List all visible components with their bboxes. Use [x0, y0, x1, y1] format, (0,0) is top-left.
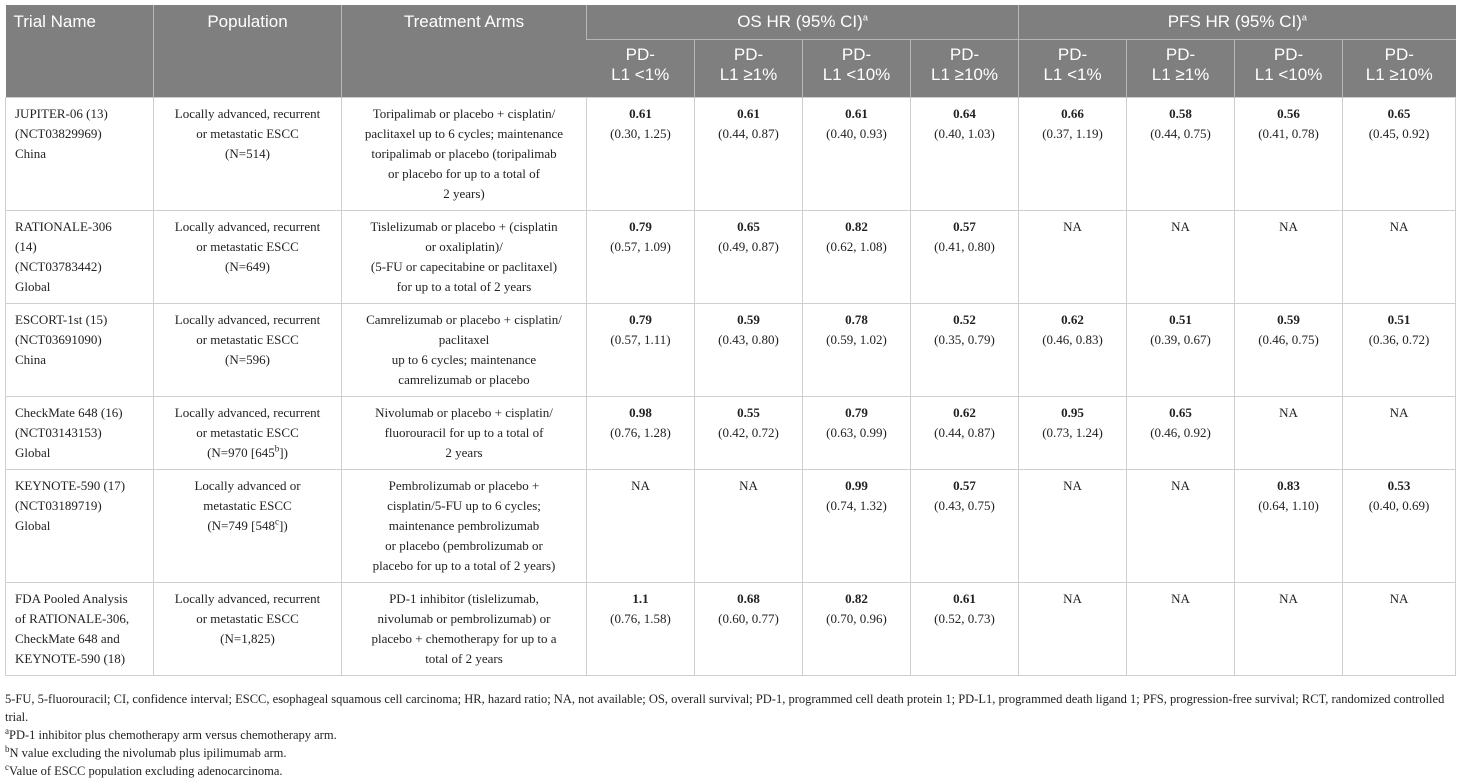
treatment-arms-cell: Camrelizumab or placebo + cisplatin/ paclitaxel up to 6 cycles; maintenance camrelizumab or placebo — [342, 303, 587, 396]
header-pfs-group: PFS HR (95% CI)$^a$ — [1019, 5, 1456, 39]
table-row — [6, 97, 1456, 210]
os-hr-cell: 0.79 (0.57, 1.09) — [587, 210, 695, 303]
os-hr-cell: 1.1 (0.76, 1.58) — [587, 582, 695, 675]
population-cell: Locally advanced, recurrent or metastatic ESCC (N=970 [645$^b$]) — [154, 396, 342, 469]
os-hr-cell: 0.99 (0.74, 1.32) — [803, 469, 911, 582]
header-os-group: OS HR (95% CI)$^a$ — [587, 5, 1019, 39]
pfs-hr-cell: 0.66 (0.37, 1.19) — [1019, 97, 1127, 210]
header-subgroup: PD- L1 ≥10% — [1343, 39, 1456, 97]
table-row — [6, 303, 1456, 396]
os-hr-cell: 0.79 (0.63, 0.99) — [803, 396, 911, 469]
population-cell: Locally advanced, recurrent or metastatic ESCC (N=596) — [154, 303, 342, 396]
pfs-hr-cell: 0.58 (0.44, 0.75) — [1127, 97, 1235, 210]
footnotes — [5, 690, 1455, 780]
header-treatment-arms: Treatment Arms — [342, 5, 587, 97]
trial-name-cell: RATIONALE-306 (14) (NCT03783442) Global — [6, 210, 154, 303]
pfs-hr-cell: 0.65 (0.45, 0.92) — [1343, 97, 1456, 210]
pfs-hr-cell: 0.51 (0.39, 0.67) — [1127, 303, 1235, 396]
pfs-hr-cell: NA — [1127, 210, 1235, 303]
pfs-hr-cell: NA — [1019, 469, 1127, 582]
pfs-hr-cell: NA — [1343, 396, 1456, 469]
footnote-a: $^a$PD-1 inhibitor plus chemotherapy arm versus chemotherapy arm. — [5, 725, 337, 742]
population-cell: Locally advanced or metastatic ESCC (N=749 [548$^c$]) — [154, 469, 342, 582]
trial-name-cell: JUPITER-06 (13) (NCT03829969) China — [6, 97, 154, 210]
header-subgroup: PD- L1 ≥1% — [695, 39, 803, 97]
header-subgroup: PD- L1 ≥1% — [1127, 39, 1235, 97]
table-row — [6, 469, 1456, 582]
population-cell: Locally advanced, recurrent or metastatic ESCC (N=1,825) — [154, 582, 342, 675]
header-population: Population — [154, 5, 342, 97]
trial-name-cell: CheckMate 648 (16) (NCT03143153) Global — [6, 396, 154, 469]
header-trial-name: Trial Name — [6, 5, 154, 97]
population-cell: Locally advanced, recurrent or metastatic ESCC (N=649) — [154, 210, 342, 303]
os-hr-cell: 0.62 (0.44, 0.87) — [911, 396, 1019, 469]
os-hr-cell: 0.82 (0.62, 1.08) — [803, 210, 911, 303]
table-row — [6, 396, 1456, 469]
treatment-arms-cell: Toripalimab or placebo + cisplatin/ paclitaxel up to 6 cycles; maintenance toripalimab or placebo (toripalimab or placebo for up to a total of 2 years) — [342, 97, 587, 210]
pfs-hr-cell: 0.53 (0.40, 0.69) — [1343, 469, 1456, 582]
header-subgroup: PD- L1 <10% — [1235, 39, 1343, 97]
header-subgroup: PD- L1 ≥10% — [911, 39, 1019, 97]
header-subgroup: PD- L1 <1% — [1019, 39, 1127, 97]
population-cell: Locally advanced, recurrent or metastatic ESCC (N=514) — [154, 97, 342, 210]
trial-name-cell: FDA Pooled Analysis of RATIONALE-306, CheckMate 648 and KEYNOTE-590 (18) — [6, 582, 154, 675]
pfs-hr-cell: 0.62 (0.46, 0.83) — [1019, 303, 1127, 396]
os-hr-cell: 0.57 (0.41, 0.80) — [911, 210, 1019, 303]
pfs-hr-cell: NA — [1019, 582, 1127, 675]
pfs-hr-cell: 0.51 (0.36, 0.72) — [1343, 303, 1456, 396]
os-hr-cell: NA — [695, 469, 803, 582]
os-hr-cell: 0.64 (0.40, 1.03) — [911, 97, 1019, 210]
os-hr-cell: 0.52 (0.35, 0.79) — [911, 303, 1019, 396]
os-hr-cell: 0.55 (0.42, 0.72) — [695, 396, 803, 469]
os-hr-cell: 0.65 (0.49, 0.87) — [695, 210, 803, 303]
pfs-hr-cell: NA — [1343, 582, 1456, 675]
pfs-hr-cell: NA — [1235, 210, 1343, 303]
header-subgroup: PD- L1 <10% — [803, 39, 911, 97]
trial-name-cell: KEYNOTE-590 (17) (NCT03189719) Global — [6, 469, 154, 582]
os-hr-cell: 0.61 (0.52, 0.73) — [911, 582, 1019, 675]
trial-name-cell: ESCORT-1st (15) (NCT03691090) China — [6, 303, 154, 396]
pfs-hr-cell: 0.83 (0.64, 1.10) — [1235, 469, 1343, 582]
treatment-arms-cell: Nivolumab or placebo + cisplatin/ fluorouracil for up to a total of 2 years — [342, 396, 587, 469]
os-hr-cell: 0.98 (0.76, 1.28) — [587, 396, 695, 469]
os-hr-cell: 0.79 (0.57, 1.11) — [587, 303, 695, 396]
table-row — [6, 582, 1456, 675]
pfs-hr-cell: NA — [1019, 210, 1127, 303]
trials-table — [5, 5, 1456, 676]
os-hr-cell: 0.78 (0.59, 1.02) — [803, 303, 911, 396]
os-hr-cell: 0.61 (0.44, 0.87) — [695, 97, 803, 210]
pfs-hr-cell: NA — [1343, 210, 1456, 303]
pfs-hr-cell: NA — [1127, 469, 1235, 582]
treatment-arms-cell: Pembrolizumab or placebo + cisplatin/5-FU up to 6 cycles; maintenance pembrolizumab or placebo (pembrolizumab or placebo for up to a total of 2 years) — [342, 469, 587, 582]
os-hr-cell: 0.57 (0.43, 0.75) — [911, 469, 1019, 582]
treatment-arms-cell: Tislelizumab or placebo + (cisplatin or oxaliplatin)/ (5-FU or capecitabine or paclitaxel) for up to a total of 2 years — [342, 210, 587, 303]
os-hr-cell: 0.61 (0.40, 0.93) — [803, 97, 911, 210]
os-hr-cell: NA — [587, 469, 695, 582]
pfs-hr-cell: 0.65 (0.46, 0.92) — [1127, 396, 1235, 469]
pfs-hr-cell: NA — [1235, 396, 1343, 469]
os-hr-cell: 0.82 (0.70, 0.96) — [803, 582, 911, 675]
pfs-hr-cell: NA — [1235, 582, 1343, 675]
pfs-hr-cell: 0.59 (0.46, 0.75) — [1235, 303, 1343, 396]
pfs-hr-cell: NA — [1127, 582, 1235, 675]
header-subgroup: PD- L1 <1% — [587, 39, 695, 97]
footnote-abbreviations: 5-FU, 5-fluorouracil; CI, confidence interval; ESCC, esophageal squamous cell carcinoma; HR, hazard ratio; NA, not available; OS, overall survival; PD-1, programmed cell death protein 1; PD-L1, programmed death ligand 1; PFS, progression-free survival; RCT, randomized controlled trial. — [5, 692, 1445, 724]
os-hr-cell: 0.59 (0.43, 0.80) — [695, 303, 803, 396]
footnote-b: $^b$N value excluding the nivolumab plus ipilimumab arm. — [5, 743, 287, 760]
table-row — [6, 210, 1456, 303]
os-hr-cell: 0.68 (0.60, 0.77) — [695, 582, 803, 675]
os-hr-cell: 0.61 (0.30, 1.25) — [587, 97, 695, 210]
pfs-hr-cell: 0.95 (0.73, 1.24) — [1019, 396, 1127, 469]
treatment-arms-cell: PD-1 inhibitor (tislelizumab, nivolumab or pembrolizumab) or placebo + chemotherapy for up to a total of 2 years — [342, 582, 587, 675]
pfs-hr-cell: 0.56 (0.41, 0.78) — [1235, 97, 1343, 210]
footnote-c: $^c$Value of ESCC population excluding adenocarcinoma. — [5, 761, 283, 778]
